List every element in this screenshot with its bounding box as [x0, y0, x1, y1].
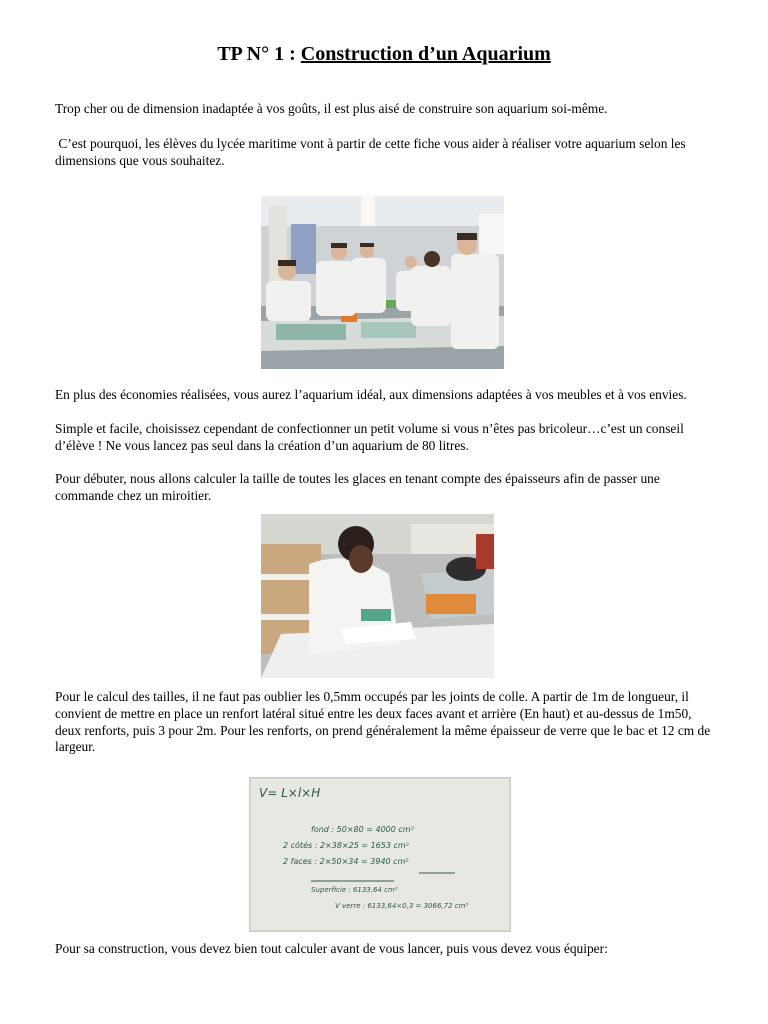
- start-paragraph: Pour débuter, nous allons calculer la taille de toutes les glaces en tenant compte des épaisseurs afin de passer une commande chez un miroitier.: [55, 471, 660, 503]
- whiteboard-line-4: Superficie : 6133,64 cm²: [311, 886, 398, 894]
- whiteboard-formula: V= L×l×H: [259, 786, 321, 800]
- page-title: [0, 43, 768, 66]
- sizing-paragraph: Pour le calcul des tailles, il ne faut pas oublier les 0,5mm occupés par les joints de colle. A partir de 1m de longueur, il convient de mettre en place un renfort latéral situé entre les deux faces avant et arrière (En haut) et au-dessus de 1m50, deux renforts, puis 3 pour 2m. Pour les renforts, on prend généralement la même épaisseur de verre que le bac et 12 cm de largeur.: [55, 689, 711, 755]
- title-main: Construction d’un Aquarium: [300, 43, 551, 65]
- whiteboard-photo-drawing: [249, 777, 511, 932]
- whiteboard-line-5: V verre : 6133,64×0,3 = 3066,72 cm³: [335, 902, 469, 910]
- class-group-photo-drawing: [261, 196, 504, 369]
- whiteboard-line-3: 2 faces : 2×50×34 = 3940 cm²: [283, 857, 409, 866]
- whiteboard-photo: [249, 777, 511, 932]
- purpose-paragraph: C’est pourquoi, les élèves du lycée maritime vont à partir de cette fiche vous aider à réaliser votre aquarium selon les dimensions que vous souhaitez.: [55, 136, 689, 168]
- student-calculating-photo: [261, 514, 494, 678]
- whiteboard-line-1: fond : 50×80 = 4000 cm²: [311, 825, 414, 834]
- advice-paragraph: Simple et facile, choisissez cependant de confectionner un petit volume si vous n’êtes pas bricoleur…c’est un conseil d’élève ! Ne vous lancez pas seul dans la création d’un aquarium de 80 litres.: [55, 421, 684, 453]
- intro-paragraph: Trop cher ou de dimension inadaptée à vos goûts, il est plus aisé de construire son aquarium soi-même.: [55, 101, 608, 116]
- title-prefix: TP N° 1 :: [217, 43, 301, 65]
- construction-paragraph: Pour sa construction, vous devez bien tout calculer avant de vous lancer, puis vous devez vous équiper:: [55, 941, 608, 956]
- student-calculating-photo-drawing: [261, 514, 494, 678]
- whiteboard-line-2: 2 côtés : 2×38×25 = 1653 cm²: [283, 841, 409, 850]
- benefits-paragraph: En plus des économies réalisées, vous aurez l’aquarium idéal, aux dimensions adaptées à vos meubles et à vos envies.: [55, 387, 687, 402]
- class-group-photo: [261, 196, 504, 369]
